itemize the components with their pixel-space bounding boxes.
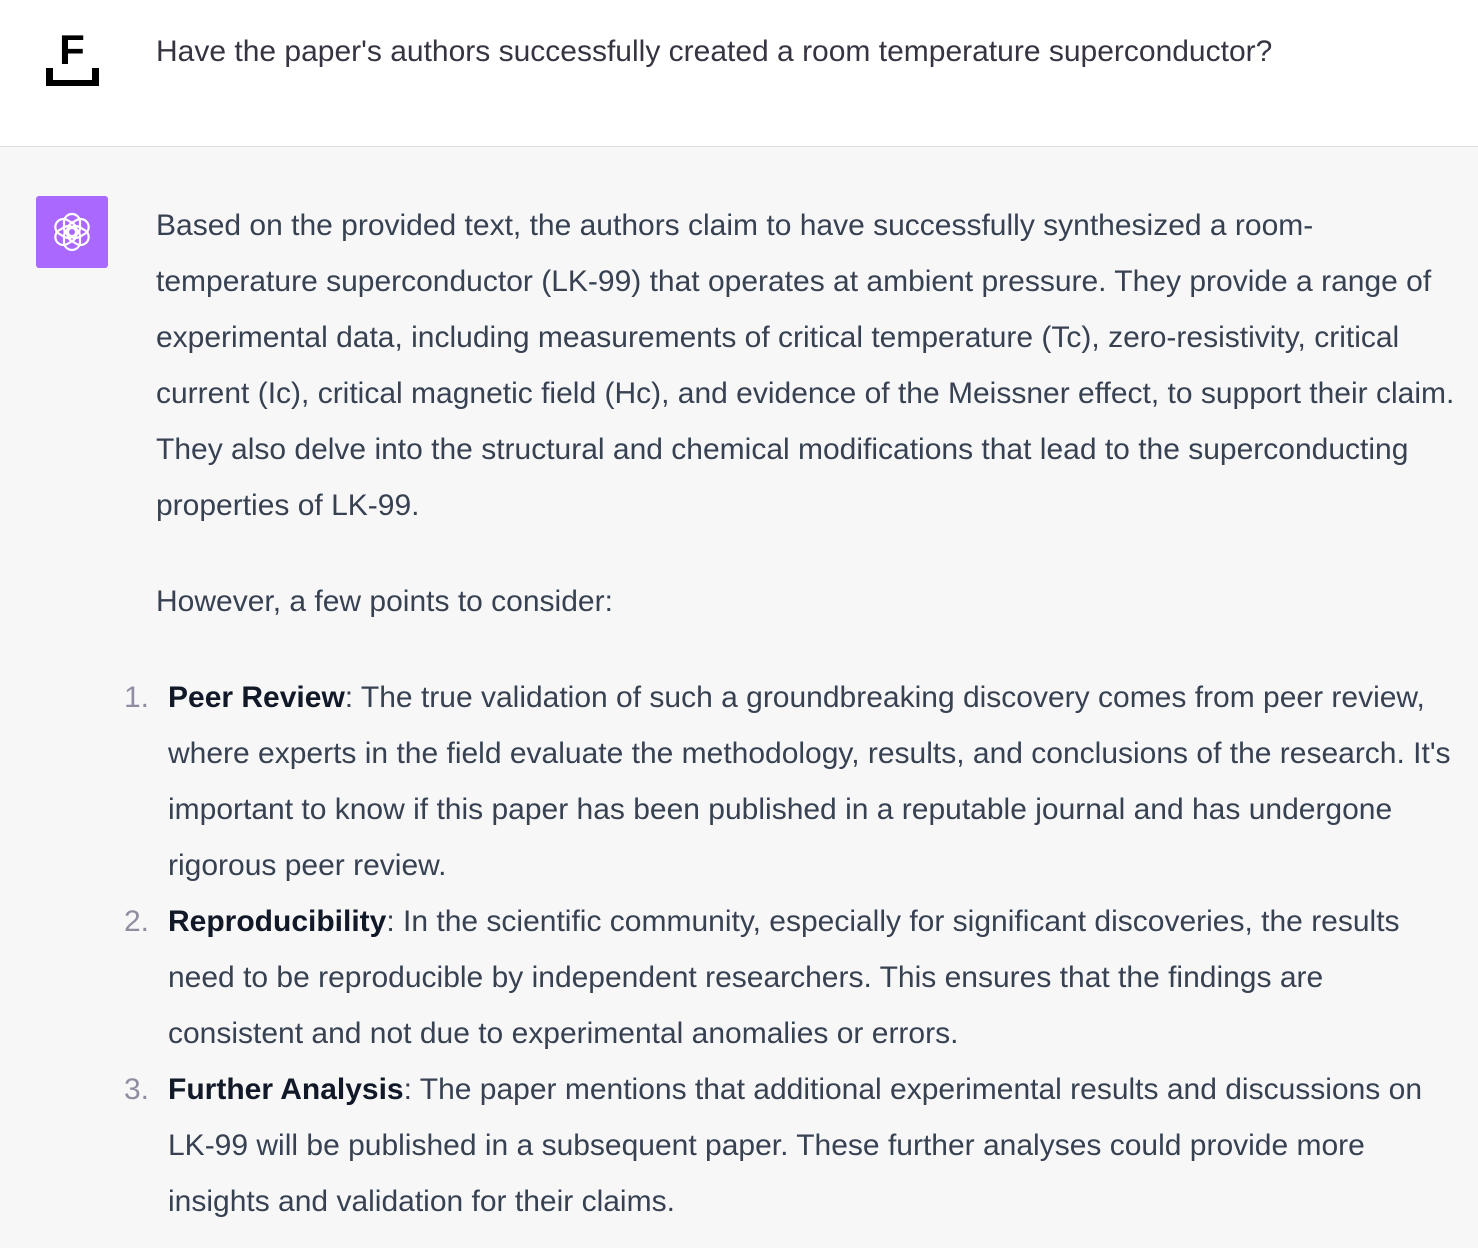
list-item-text: : In the scientific community, especially for significant discoveries, the results need to be reproducible by independent researchers. This ensures that the findings are consistent and not due to experimental anomalies or errors. [168,905,1400,1050]
list-item-title: Peer Review [168,681,345,714]
list-item [124,670,1456,894]
points-list [124,670,1456,1230]
assistant-message-row [0,147,1478,1248]
user-message-text: Have the paper's authors successfully created a room temperature superconductor? [156,35,1273,68]
list-number: 3. [124,1073,150,1106]
list-item [124,1062,1456,1230]
list-item [124,894,1456,1062]
answer-paragraph: However, a few points to consider: [156,585,613,618]
fiverr-f-logo-icon [36,24,108,96]
list-number: 1. [124,681,150,714]
assistant-message-content [124,198,1456,1230]
user-message-row [0,0,1478,147]
openai-logo-icon [36,196,108,268]
list-item-title: Further Analysis [168,1073,404,1106]
list-item-text: : The true validation of such a groundbreaking discovery comes from peer review, where experts in the field evaluate the methodology, results, and conclusions of the research. It's important to know if this paper has been published in a reputable journal and has undergone rigorous peer review. [168,681,1451,882]
answer-paragraph: Based on the provided text, the authors claim to have successfully synthesized a room-temperature superconductor (LK-99) that operates at ambient pressure. They provide a range of experimental data, including measurements of critical temperature (Tc), zero-resistivity, critical current (Ic), critical magnetic field (Hc), and evidence of the Meissner effect, to support their claim. They also delve into the structural and chemical modifications that lead to the superconducting properties of LK-99. [156,209,1455,522]
list-item-title: Reproducibility [168,905,387,938]
list-number: 2. [124,905,150,938]
svg-text:F: F [59,26,85,73]
list-item-text: : The paper mentions that additional experimental results and discussions on LK-99 will be published in a subsequent paper. These further analyses could provide more insights and validation for their claims. [168,1073,1422,1218]
